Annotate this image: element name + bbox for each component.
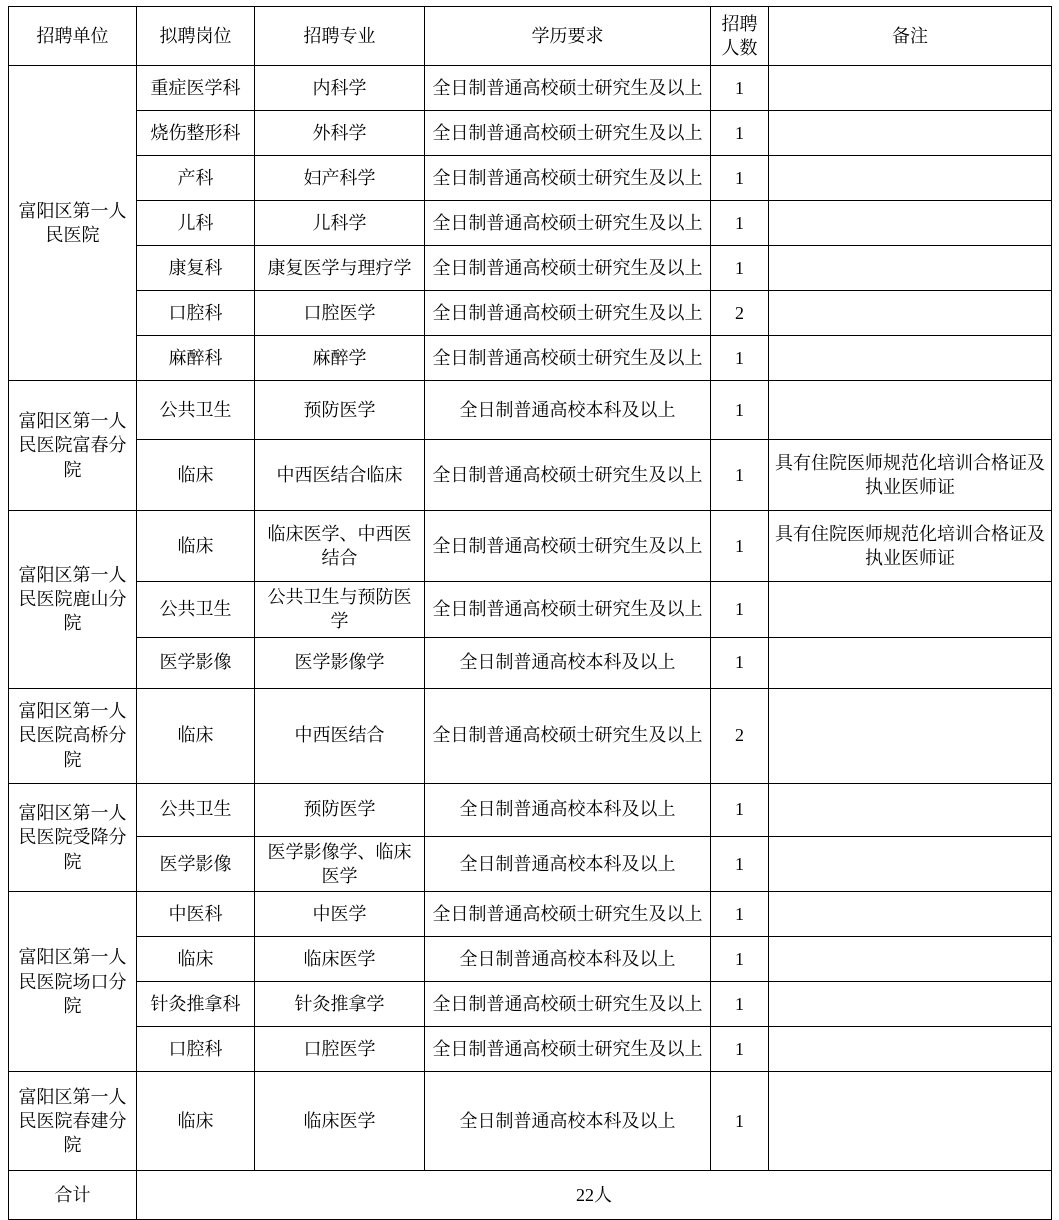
cell-unit: 富阳区第一人民医院 <box>9 66 137 381</box>
cell-remark <box>769 201 1052 246</box>
cell-major: 口腔医学 <box>255 1027 425 1072</box>
cell-education: 全日制普通高校硕士研究生及以上 <box>425 336 711 381</box>
cell-major: 外科学 <box>255 111 425 156</box>
cell-unit: 富阳区第一人民医院鹿山分院 <box>9 511 137 689</box>
cell-remark <box>769 111 1052 156</box>
cell-remark <box>769 783 1052 836</box>
cell-post: 临床 <box>137 688 255 783</box>
cell-remark <box>769 336 1052 381</box>
cell-post: 临床 <box>137 440 255 511</box>
cell-major: 公共卫生与预防医学 <box>255 582 425 638</box>
cell-unit: 富阳区第一人民医院受降分院 <box>9 783 137 892</box>
table-row <box>9 637 1052 688</box>
cell-remark <box>769 246 1052 291</box>
cell-post: 医学影像 <box>137 637 255 688</box>
cell-post: 重症医学科 <box>137 66 255 111</box>
table-row <box>9 511 1052 582</box>
cell-number: 1 <box>711 1027 769 1072</box>
cell-post: 康复科 <box>137 246 255 291</box>
cell-remark <box>769 637 1052 688</box>
cell-number: 1 <box>711 201 769 246</box>
cell-major: 康复医学与理疗学 <box>255 246 425 291</box>
cell-post: 产科 <box>137 156 255 201</box>
cell-number: 1 <box>711 637 769 688</box>
cell-number: 1 <box>711 582 769 638</box>
table-row <box>9 291 1052 336</box>
cell-number: 1 <box>711 892 769 937</box>
cell-education: 全日制普通高校本科及以上 <box>425 1072 711 1171</box>
table-row <box>9 1072 1052 1171</box>
cell-education: 全日制普通高校硕士研究生及以上 <box>425 982 711 1027</box>
cell-unit: 富阳区第一人民医院高桥分院 <box>9 688 137 783</box>
cell-number: 1 <box>711 511 769 582</box>
cell-unit: 富阳区第一人民医院春建分院 <box>9 1072 137 1171</box>
table-row <box>9 111 1052 156</box>
cell-education: 全日制普通高校硕士研究生及以上 <box>425 66 711 111</box>
cell-remark <box>769 582 1052 638</box>
cell-major: 预防医学 <box>255 783 425 836</box>
cell-post: 中医科 <box>137 892 255 937</box>
table-row <box>9 1027 1052 1072</box>
cell-major: 中医学 <box>255 892 425 937</box>
cell-major: 临床医学 <box>255 937 425 982</box>
table-row <box>9 582 1052 638</box>
cell-major: 儿科学 <box>255 201 425 246</box>
cell-post: 公共卫生 <box>137 582 255 638</box>
cell-major: 口腔医学 <box>255 291 425 336</box>
cell-number: 1 <box>711 156 769 201</box>
cell-major: 预防医学 <box>255 381 425 440</box>
cell-education: 全日制普通高校硕士研究生及以上 <box>425 688 711 783</box>
cell-remark <box>769 291 1052 336</box>
cell-unit: 富阳区第一人民医院场口分院 <box>9 892 137 1072</box>
cell-remark <box>769 982 1052 1027</box>
cell-education: 全日制普通高校本科及以上 <box>425 637 711 688</box>
cell-education: 全日制普通高校硕士研究生及以上 <box>425 1027 711 1072</box>
cell-education: 全日制普通高校本科及以上 <box>425 836 711 892</box>
cell-remark <box>769 937 1052 982</box>
table-row <box>9 783 1052 836</box>
recruitment-table <box>8 6 1052 1220</box>
cell-post: 公共卫生 <box>137 381 255 440</box>
cell-post: 烧伤整形科 <box>137 111 255 156</box>
cell-education: 全日制普通高校本科及以上 <box>425 381 711 440</box>
cell-major: 针灸推拿学 <box>255 982 425 1027</box>
cell-remark <box>769 836 1052 892</box>
cell-remark <box>769 381 1052 440</box>
cell-number: 2 <box>711 291 769 336</box>
cell-remark: 具有住院医师规范化培训合格证及执业医师证 <box>769 511 1052 582</box>
cell-post: 针灸推拿科 <box>137 982 255 1027</box>
cell-number: 1 <box>711 336 769 381</box>
cell-education: 全日制普通高校硕士研究生及以上 <box>425 246 711 291</box>
cell-education: 全日制普通高校本科及以上 <box>425 783 711 836</box>
cell-number: 1 <box>711 783 769 836</box>
column-header-post: 拟聘岗位 <box>137 7 255 66</box>
column-header-major: 招聘专业 <box>255 7 425 66</box>
cell-post: 口腔科 <box>137 1027 255 1072</box>
cell-number: 1 <box>711 111 769 156</box>
table-row <box>9 246 1052 291</box>
cell-major: 中西医结合 <box>255 688 425 783</box>
table-row <box>9 937 1052 982</box>
cell-major: 医学影像学 <box>255 637 425 688</box>
cell-number: 1 <box>711 982 769 1027</box>
table-row <box>9 982 1052 1027</box>
total-label: 合计 <box>9 1171 137 1220</box>
table-row <box>9 66 1052 111</box>
cell-major: 临床医学 <box>255 1072 425 1171</box>
cell-education: 全日制普通高校硕士研究生及以上 <box>425 156 711 201</box>
cell-major: 中西医结合临床 <box>255 440 425 511</box>
table-row <box>9 688 1052 783</box>
table-total-row <box>9 1171 1052 1220</box>
column-header-number <box>711 7 769 66</box>
cell-remark: 具有住院医师规范化培训合格证及执业医师证 <box>769 440 1052 511</box>
column-header-number-line2: 人数 <box>721 38 758 58</box>
cell-number: 1 <box>711 246 769 291</box>
table-row <box>9 381 1052 440</box>
cell-post: 临床 <box>137 937 255 982</box>
table-row <box>9 156 1052 201</box>
cell-remark <box>769 688 1052 783</box>
cell-education: 全日制普通高校硕士研究生及以上 <box>425 892 711 937</box>
table-row <box>9 440 1052 511</box>
cell-education: 全日制普通高校硕士研究生及以上 <box>425 111 711 156</box>
cell-number: 1 <box>711 937 769 982</box>
cell-remark <box>769 1027 1052 1072</box>
table-row <box>9 336 1052 381</box>
cell-number: 1 <box>711 836 769 892</box>
cell-remark <box>769 892 1052 937</box>
table-body <box>9 66 1052 1220</box>
cell-post: 儿科 <box>137 201 255 246</box>
cell-number: 2 <box>711 688 769 783</box>
cell-remark <box>769 156 1052 201</box>
cell-education: 全日制普通高校硕士研究生及以上 <box>425 511 711 582</box>
table-header <box>9 7 1052 66</box>
total-value: 22人 <box>137 1171 1052 1220</box>
cell-post: 临床 <box>137 511 255 582</box>
cell-major: 内科学 <box>255 66 425 111</box>
cell-education: 全日制普通高校硕士研究生及以上 <box>425 291 711 336</box>
cell-number: 1 <box>711 66 769 111</box>
table-row <box>9 201 1052 246</box>
cell-education: 全日制普通高校本科及以上 <box>425 937 711 982</box>
cell-major: 临床医学、中西医结合 <box>255 511 425 582</box>
cell-number: 1 <box>711 1072 769 1171</box>
cell-major: 麻醉学 <box>255 336 425 381</box>
cell-major: 妇产科学 <box>255 156 425 201</box>
cell-remark <box>769 1072 1052 1171</box>
column-header-remark: 备注 <box>769 7 1052 66</box>
column-header-unit: 招聘单位 <box>9 7 137 66</box>
cell-education: 全日制普通高校硕士研究生及以上 <box>425 440 711 511</box>
cell-post: 麻醉科 <box>137 336 255 381</box>
cell-number: 1 <box>711 381 769 440</box>
column-header-number-line1: 招聘 <box>721 13 758 34</box>
cell-education: 全日制普通高校硕士研究生及以上 <box>425 582 711 638</box>
cell-post: 口腔科 <box>137 291 255 336</box>
cell-remark <box>769 66 1052 111</box>
cell-number: 1 <box>711 440 769 511</box>
cell-unit: 富阳区第一人民医院富春分院 <box>9 381 137 511</box>
cell-post: 医学影像 <box>137 836 255 892</box>
cell-major: 医学影像学、临床医学 <box>255 836 425 892</box>
cell-post: 公共卫生 <box>137 783 255 836</box>
table-row <box>9 892 1052 937</box>
table-row <box>9 836 1052 892</box>
cell-post: 临床 <box>137 1072 255 1171</box>
cell-education: 全日制普通高校硕士研究生及以上 <box>425 201 711 246</box>
column-header-education: 学历要求 <box>425 7 711 66</box>
table-header-row <box>9 7 1052 66</box>
